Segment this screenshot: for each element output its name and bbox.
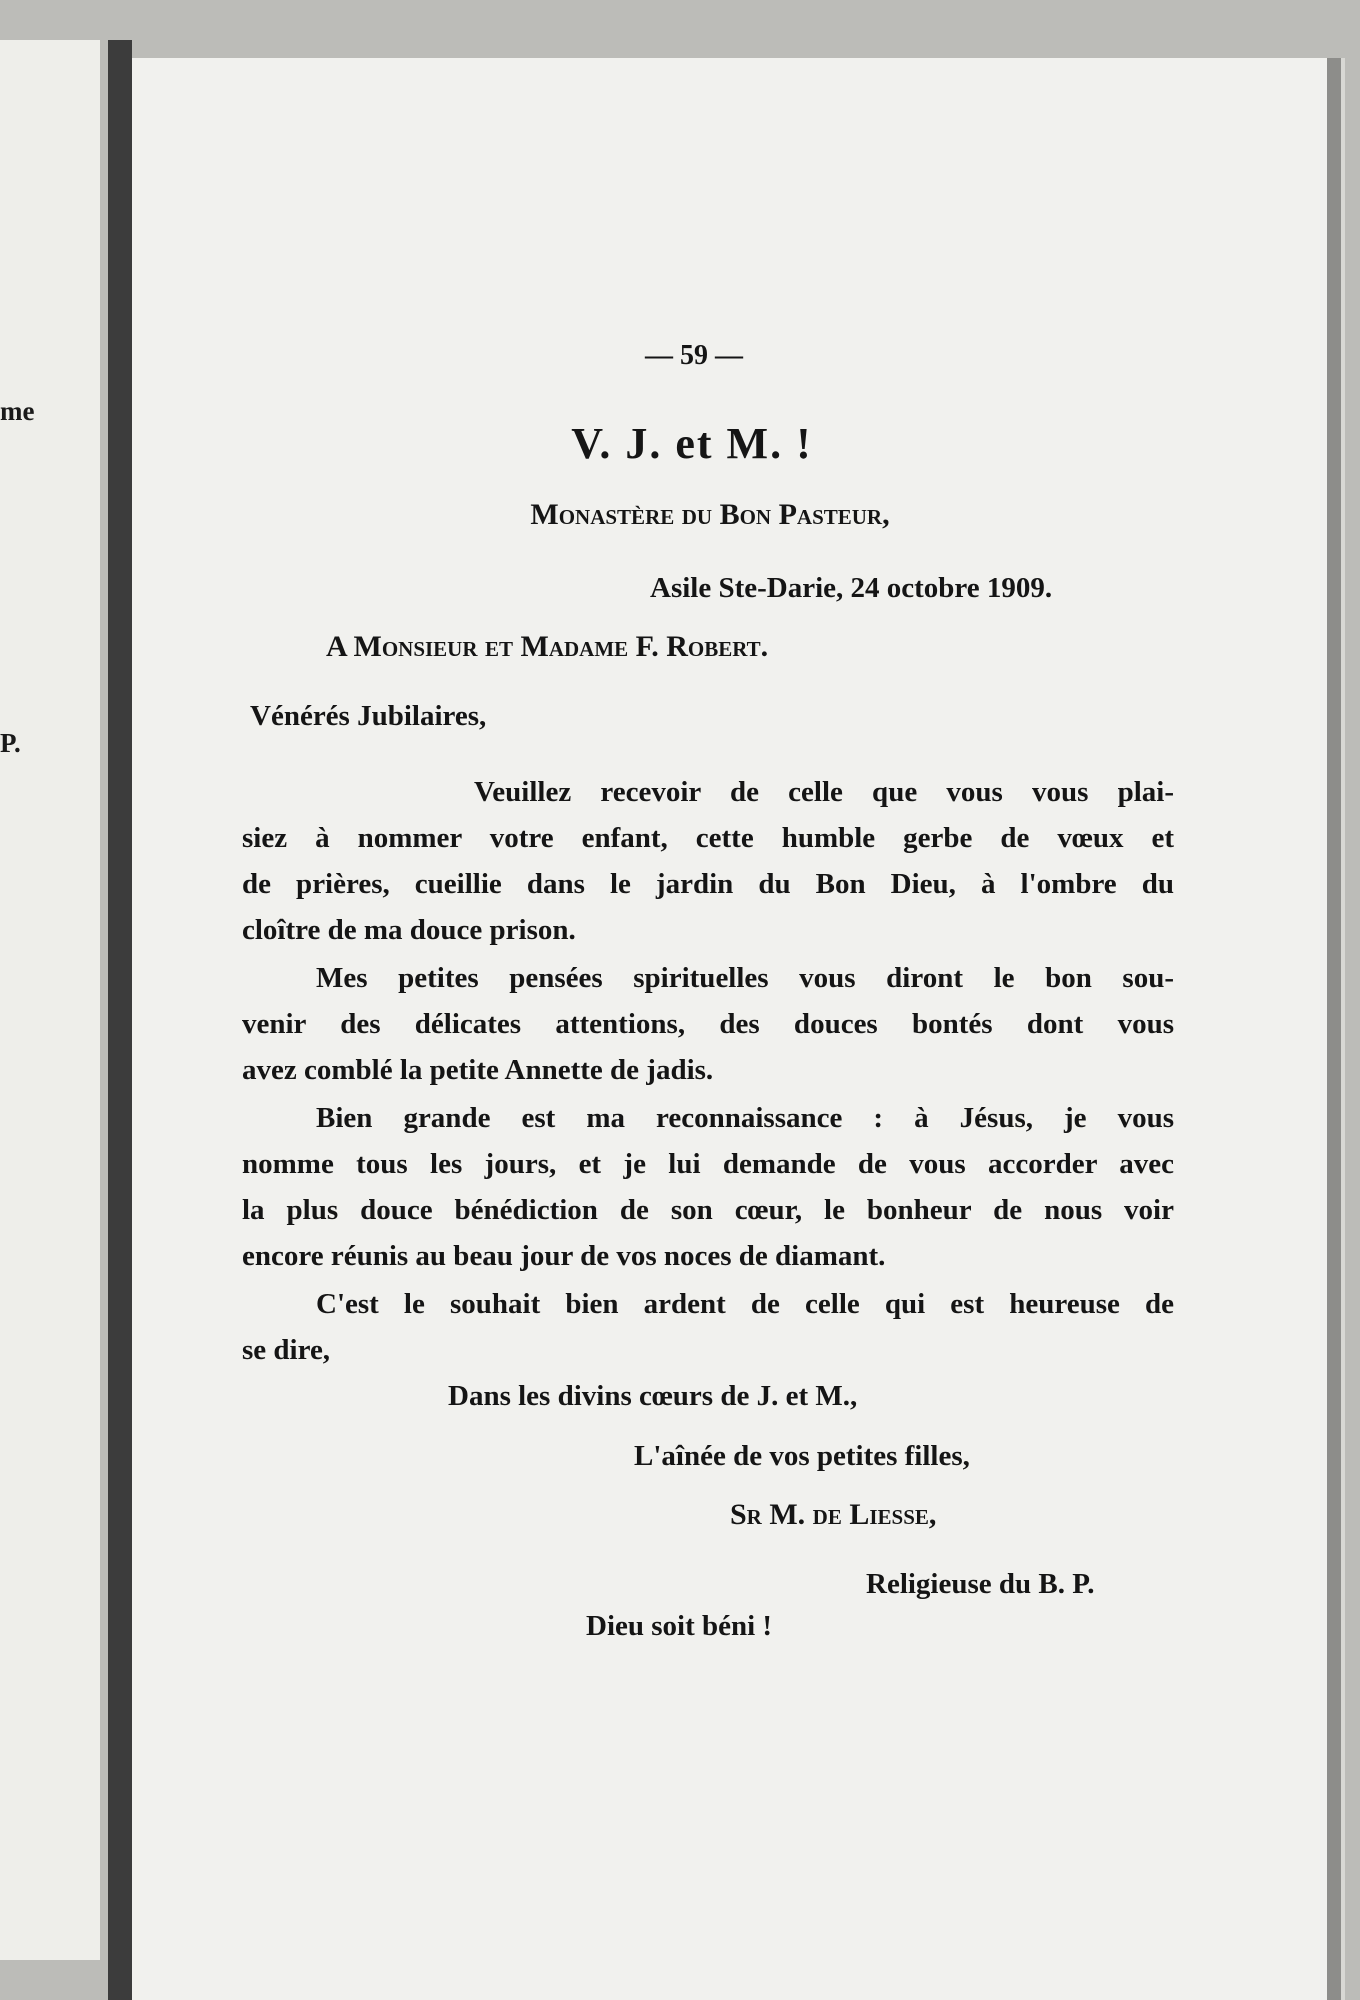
paragraph-line: avez comblé la petite Annette de jadis.: [242, 1054, 714, 1086]
paragraph-line: nomme tous les jours, et je lui demande de vous accorder avec: [242, 1148, 1174, 1180]
paragraph-line: se dire,: [242, 1334, 331, 1366]
paragraph-line: Bien grande est ma reconnaissance : à Jésus, je vous: [316, 1102, 1174, 1134]
paragraph-line: la plus douce bénédiction de son cœur, le bonheur de nous voir: [242, 1194, 1174, 1226]
paragraph-line: venir des délicates attentions, des douces bontés dont vous: [242, 1008, 1174, 1040]
paragraph-line: C'est le souhait bien ardent de celle qui est heureuse de: [316, 1288, 1174, 1320]
left-page-fragment: P.: [0, 728, 21, 758]
institution: Monastère du Bon Pasteur,: [530, 498, 890, 531]
paragraph-line: cloître de ma douce prison.: [242, 914, 576, 946]
paragraph-line: siez à nommer votre enfant, cette humble gerbe de vœux et: [242, 822, 1174, 854]
left-page-fragment: me: [0, 396, 35, 426]
final-line: Dieu soit béni !: [586, 1610, 773, 1642]
addressee: A Monsieur et Madame F. Robert.: [326, 630, 769, 663]
page-number: — 59 —: [645, 340, 743, 371]
signature-title: Religieuse du B. P.: [866, 1568, 1095, 1600]
paragraph-line: encore réunis au beau jour de vos noces de diamant.: [242, 1240, 886, 1272]
book-spine: [108, 40, 132, 2000]
closing-line: Dans les divins cœurs de J. et M.,: [448, 1380, 858, 1412]
signature: Sr M. de Liesse,: [730, 1498, 937, 1531]
heading: V. J. et M. !: [571, 419, 813, 468]
paragraph-line: Mes petites pensées spirituelles vous diront le bon sou-: [316, 962, 1174, 994]
paragraph-line: Veuillez recevoir de celle que vous vous plai-: [474, 776, 1174, 808]
left-page: [0, 40, 100, 1960]
salutation: Vénérés Jubilaires,: [250, 700, 487, 732]
closing-line: L'aînée de vos petites filles,: [634, 1440, 970, 1472]
paragraph-line: de prières, cueillie dans le jardin du Bon Dieu, à l'ombre du: [242, 868, 1174, 900]
place-date: Asile Ste-Darie, 24 octobre 1909.: [650, 572, 1053, 604]
